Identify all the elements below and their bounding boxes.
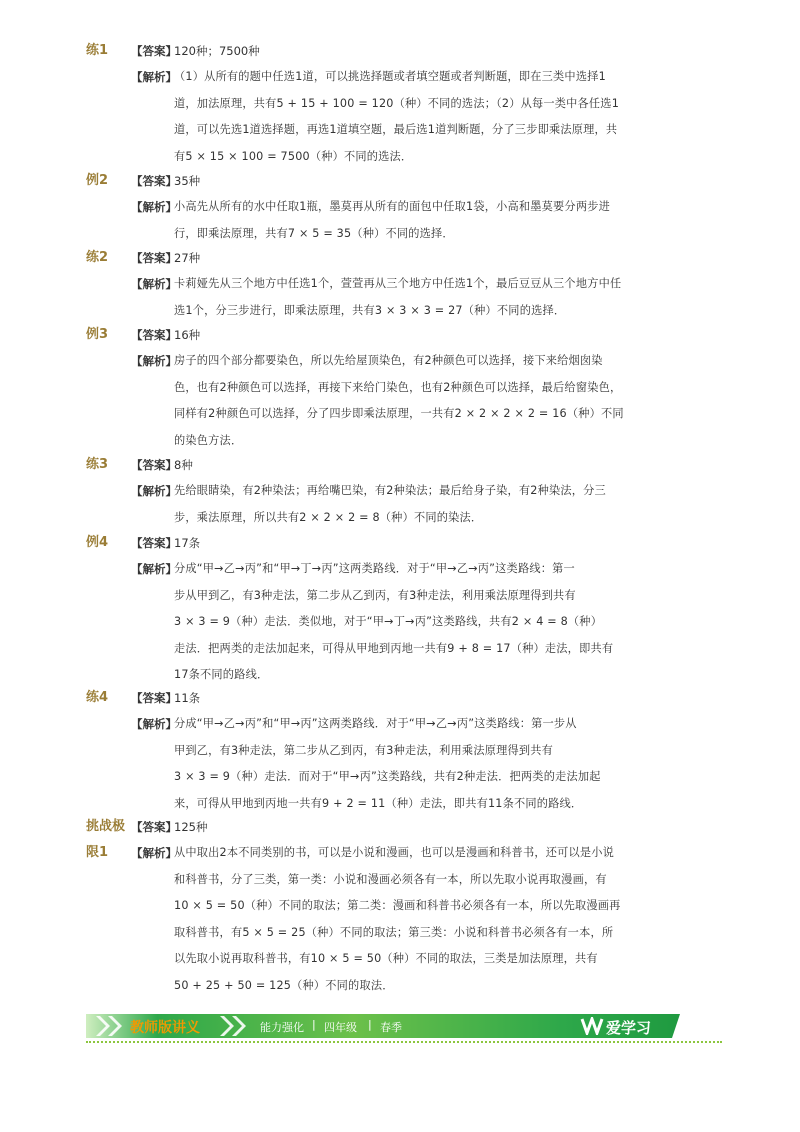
analysis-text: 分成“甲→乙→丙”和“甲→丙”这两类路线．对于“甲→乙→丙”这类路线：第一步从 甲到乙，有3种走法，第二步从乙到丙，有3种走法，利用乘法原理得到共有 3 × 3 = 9（种）走法．而对于“甲→丙”这类路线，共有2种走法．把两类的走法加起 来，可得从甲地到丙地一共有9 + 2 = 11（种）走法，即共有11条不同的路线． [174,717,601,810]
analysis-label: 【解析】 [131,277,177,291]
footer-dotted-line [86,1041,722,1043]
answer-label: 【答案】 [131,44,177,58]
analysis-text: （1）从所有的题中任选1道，可以挑选择题或者填空题或者判断题，即在三类中选择1 道，加法原理，共有5 + 15 + 100 = 120（种）不同的选法；（2）从每一类中各任选1 道，可以先选1道选择题，再选1道填空题，最后选1道判断题，分了三步即乘法原理，共 有5 × 15 × 100 = 7500（种）不同的选法． [174,70,620,163]
answer-text: 17条 [174,536,201,550]
analysis-label: 【解析】 [131,70,177,84]
answer-label: 【答案】 [131,820,177,834]
answer-text: 35种 [174,174,201,188]
brand-logo-icon [580,1017,604,1035]
answer-label: 【答案】 [131,536,177,550]
answer-text: 120种；7500种 [174,44,260,58]
entry-tag: 练2 [86,250,109,265]
footer-sep-1: | [312,1018,316,1031]
answer-text: 8种 [174,458,193,472]
analysis-text: 房子的四个部分都要染色，所以先给屋顶染色，有2种颜色可以选择，接下来给烟囱染 色，也有2种颜色可以选择，再接下来给门染色，也有2种颜色可以选择，最后给窗染色， 同样有2种颜色可以选择，分了四步即乘法原理，一共有2 × 2 × 2 × 2 = 16（种）不同 的染色方法． [174,354,624,447]
footer-term: 春季 [380,1021,402,1034]
analysis-label: 【解析】 [131,354,177,368]
answer-label: 【答案】 [131,174,177,188]
answer-text: 125种 [174,820,208,834]
entry-tag: 挑战极 限1 [86,819,126,860]
answer-text: 11条 [174,691,201,705]
analysis-label: 【解析】 [131,484,177,498]
footer-sep-2: | [368,1018,372,1031]
entry-tag: 练1 [86,43,109,58]
footer-series: 教师版讲义 [130,1020,200,1036]
answer-label: 【答案】 [131,251,177,265]
entry-tag: 例3 [86,327,109,342]
answer-label: 【答案】 [131,328,177,342]
entry-tag: 例4 [86,535,109,550]
footer-course: 能力强化 [260,1021,304,1034]
footer-banner [86,1014,680,1038]
answer-text: 16种 [174,328,201,342]
analysis-text: 小高先从所有的水中任取1瓶，墨莫再从所有的面包中任取1袋，小高和墨莫要分两步进 行，即乘法原理，共有7 × 5 = 35（种）不同的选择． [174,200,610,240]
analysis-text: 从中取出2本不同类别的书，可以是小说和漫画，也可以是漫画和科普书，还可以是小说 和科普书，分了三类，第一类：小说和漫画必须各有一本，所以先取小说再取漫画，有 10 × 5 = 50（种）不同的取法；第二类：漫画和科普书必须各有一本，所以先取漫画再 取科普书，有5 × 5 = 25（种）不同的取法；第三类：小说和科普书必须各有一本，所 以先取小说再取科普书，有10 × 5 = 50（种）不同的取法，三类是加法原理，共有 50 + 25 + 50 = 125（种）不同的取法． [174,846,621,992]
footer-brand: 爱学习 [606,1019,652,1037]
footer-grade: 四年级 [324,1021,357,1034]
entry-tag: 练3 [86,457,109,472]
entry-tag: 练4 [86,690,109,705]
analysis-text: 分成“甲→乙→丙”和“甲→丁→丙”这两类路线．对于“甲→乙→丙”这类路线：第一 步从甲到乙，有3种走法，第二步从乙到丙，有3种走法，利用乘法原理得到共有 3 × 3 = 9（种）走法．类似地，对于“甲→丁→丙”这类路线，共有2 × 4 = 8（种） 走法．把两类的走法加起来，可得从甲地到丙地一共有9 + 8 = 17（种）走法，即共有 17条不同的路线． [174,562,614,681]
answer-label: 【答案】 [131,691,177,705]
analysis-label: 【解析】 [131,846,177,860]
analysis-label: 【解析】 [131,717,177,731]
analysis-label: 【解析】 [131,200,177,214]
analysis-label: 【解析】 [131,562,177,576]
answer-label: 【答案】 [131,458,177,472]
answer-text: 27种 [174,251,201,265]
analysis-text: 卡莉娅先从三个地方中任选1个，萱萱再从三个地方中任选1个，最后豆豆从三个地方中任 选1个，分三步进行，即乘法原理，共有3 × 3 × 3 = 27（种）不同的选择． [174,277,622,317]
entry-tag: 例2 [86,173,109,188]
analysis-text: 先给眼睛染，有2种染法；再给嘴巴染，有2种染法；最后给身子染，有2种染法，分三 步，乘法原理，所以共有2 × 2 × 2 = 8（种）不同的染法． [174,484,606,524]
